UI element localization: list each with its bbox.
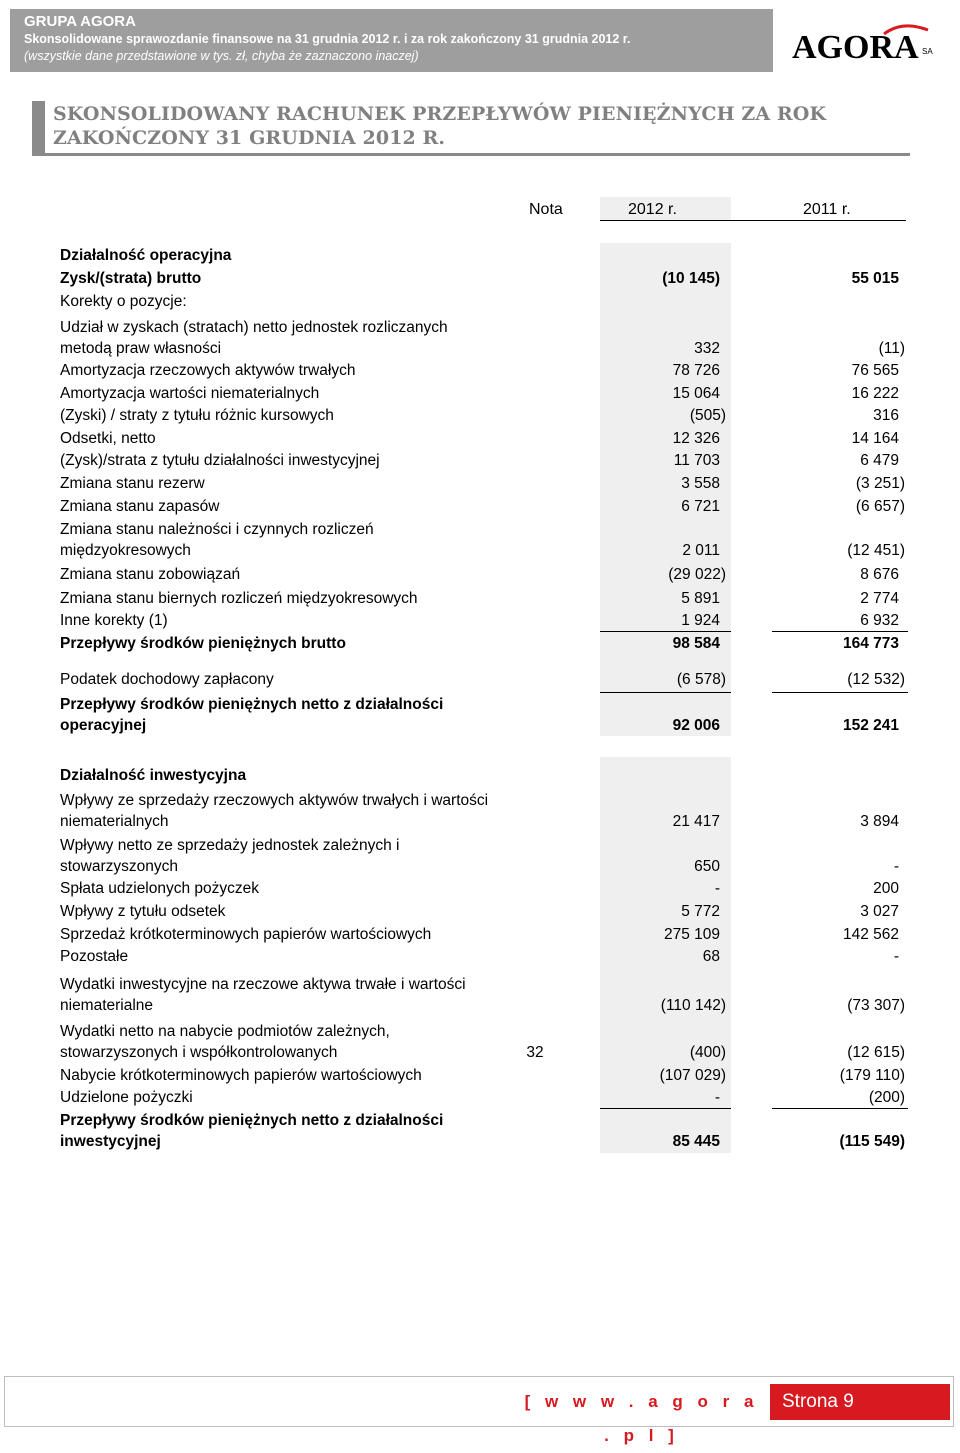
table-row: Odsetki, netto 12 326 14 164 xyxy=(60,430,899,447)
table-row-total: Przepływy środków pieniężnych netto z działalności operacyjnej 92 006 152 241 xyxy=(60,696,899,734)
table-row: Podatek dochodowy zapłacony (6 578) (12 532) xyxy=(60,671,905,688)
company-name: GRUPA AGORA xyxy=(24,13,136,30)
table-row: (Zyski) / straty z tytułu różnic kursowych (505) 316 xyxy=(60,407,899,424)
table-row: Wydatki inwestycyjne na rzeczowe aktywa trwałe i wartości niematerialne (110 142) (73 307) xyxy=(60,976,905,1014)
table-row: Pozostałe 68 - xyxy=(60,948,899,965)
table-row: Wydatki netto na nabycie podmiotów zależnych, stowarzyszonych i współkontrolowanych 32 (400) (12 615) xyxy=(60,1023,905,1061)
table-row: Korekty o pozycje: xyxy=(60,293,187,310)
report-header xyxy=(10,9,773,72)
logo-text: AGORA xyxy=(792,29,919,64)
title-accent-bar xyxy=(32,101,45,156)
subtotal-underline-2011 xyxy=(772,631,908,632)
nota-ref: 32 xyxy=(526,1044,544,1061)
col-header-underline xyxy=(600,220,906,221)
section-heading-operating: Działalność operacyjna xyxy=(60,247,232,264)
table-row: Zysk/(strata) brutto (10 145) 55 015 xyxy=(60,270,899,287)
table-row: Zmiana stanu należności i czynnych rozliczeń międzyokresowych 2 011 (12 451) xyxy=(60,521,905,559)
table-row: Inne korekty (1) 1 924 6 932 xyxy=(60,612,899,629)
table-row: Zmiana stanu zapasów 6 721 (6 657) xyxy=(60,498,905,515)
table-row: Udzielone pożyczki - (200) xyxy=(60,1089,905,1106)
page-title: SKONSOLIDOWANY RACHUNEK PRZEPŁYWÓW PIENIĘŻNYCH ZA ROK ZAKOŃCZONY 31 GRUDNIA 2012 R. xyxy=(53,103,827,149)
table-row: Amortyzacja wartości niematerialnych 15 064 16 222 xyxy=(60,385,899,402)
col-header-2012: 2012 r. xyxy=(628,201,677,218)
table-row: Sprzedaż krótkoterminowych papierów wartościowych 275 109 142 562 xyxy=(60,926,899,943)
table-row: Wpływy netto ze sprzedaży jednostek zależnych i stowarzyszonych 650 - xyxy=(60,837,899,875)
table-row: Amortyzacja rzeczowych aktywów trwałych 78 726 76 565 xyxy=(60,362,899,379)
agora-logo xyxy=(790,18,940,64)
subtotal-underline-2012 xyxy=(600,631,731,632)
table-row: Nabycie krótkoterminowych papierów wartościowych (107 029) (179 110) xyxy=(60,1067,905,1084)
units-note: (wszystkie dane przedstawione w tys. zł, chyba że zaznaczono inaczej) xyxy=(24,49,419,63)
section-heading-investing: Działalność inwestycyjna xyxy=(60,767,247,784)
table-row: Udział w zyskach (stratach) netto jednostek rozliczanych metodą praw własności 332 (11) xyxy=(60,319,905,357)
table-row: Zmiana stanu biernych rozliczeń międzyokresowych 5 891 2 774 xyxy=(60,590,899,607)
report-name: Skonsolidowane sprawozdanie finansowe na 31 grudnia 2012 r. i za rok zakończony 31 grudnia 2012 r. xyxy=(24,32,631,46)
table-row: Spłata udzielonych pożyczek - 200 xyxy=(60,880,899,897)
table-row: Zmiana stanu rezerw 3 558 (3 251) xyxy=(60,475,905,492)
table-row: Wpływy z tytułu odsetek 5 772 3 027 xyxy=(60,903,899,920)
table-row: Zmiana stanu zobowiązań (29 022) 8 676 xyxy=(60,566,899,583)
logo-suffix: SA xyxy=(922,47,933,56)
title-underline xyxy=(32,153,910,156)
col-header-2011: 2011 r. xyxy=(803,201,851,218)
table-row: (Zysk)/strata z tytułu działalności inwestycyjnej 11 703 6 479 xyxy=(60,452,899,469)
table-row: Wpływy ze sprzedaży rzeczowych aktywów trwałych i wartości niematerialnych 21 417 3 894 xyxy=(60,792,899,830)
website-link[interactable]: [ w w w . a g o r a . p l ] xyxy=(515,1385,768,1419)
page-number: Strona 9 xyxy=(770,1384,950,1420)
col-header-nota: Nota xyxy=(529,201,563,218)
table-row-subtotal: Przepływy środków pieniężnych brutto 98 584 164 773 xyxy=(60,635,899,652)
table-row-total: Przepływy środków pieniężnych netto z działalności inwestycyjnej 85 445 (115 549) xyxy=(60,1112,905,1150)
